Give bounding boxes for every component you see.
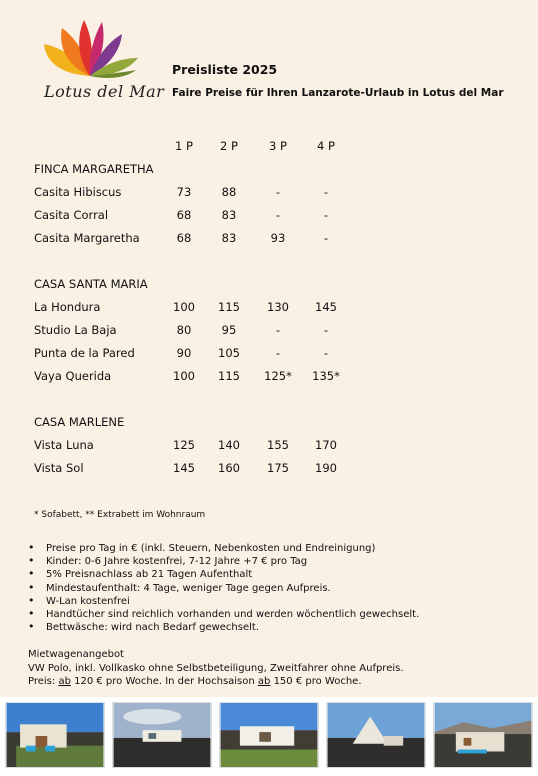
price-cell: 190 <box>315 461 337 475</box>
room-name: Studio La Baja <box>34 323 117 337</box>
price-cell: 68 <box>176 208 192 222</box>
price-cell: 100 <box>173 369 195 383</box>
house-photo <box>5 702 105 768</box>
house-photo <box>433 702 533 768</box>
room-name: Casita Corral <box>34 208 109 222</box>
house-photo <box>219 702 319 768</box>
house-photo <box>112 702 212 768</box>
column-header: 4 P <box>317 139 335 153</box>
list-item: • Kinder: 0-6 Jahre kostenfrei, 7-12 Jahre +7 € pro Tag <box>28 555 419 568</box>
price-cell: 170 <box>315 438 337 452</box>
price-cell: 100 <box>173 300 195 314</box>
photo-strip <box>0 697 538 776</box>
price-cell: - <box>275 323 281 337</box>
price-cell: - <box>323 346 329 360</box>
price-cell: 175 <box>267 461 289 475</box>
price-cell: - <box>323 208 329 222</box>
price-cell: 88 <box>221 185 237 199</box>
page-subtitle: Faire Preise für Ihren Lanzarote-Urlaub in Lotus del Mar <box>172 87 504 99</box>
price-cell: 90 <box>176 346 192 360</box>
list-item: • Bettwäsche: wird nach Bedarf gewechselt. <box>28 621 419 634</box>
footnote: * Sofabett, ** Extrabett im Wohnraum <box>34 510 206 520</box>
price-cell: 125 <box>173 438 195 452</box>
price-cell: 125* <box>264 369 292 383</box>
price-cell: 140 <box>218 438 240 452</box>
car-rental-offer <box>28 648 404 689</box>
price-cell: 160 <box>218 461 240 475</box>
list-item: • W-Lan kostenfrei <box>28 595 419 608</box>
price-cell: 130 <box>267 300 289 314</box>
rental-price: Preis: ab 120 € pro Woche. In der Hochsaison ab 150 € pro Woche. <box>28 676 362 688</box>
list-item: • Handtücher sind reichlich vorhanden und werden wöchentlich gewechselt. <box>28 608 419 621</box>
price-cell: 155 <box>267 438 289 452</box>
price-cell: - <box>275 208 281 222</box>
price-cell: 135* <box>312 369 340 383</box>
house-photo <box>326 702 426 768</box>
room-name: Punta de la Pared <box>34 346 135 360</box>
brand-name: Lotus del Mar <box>44 82 165 101</box>
list-item: • Mindestaufenthalt: 4 Tage, weniger Tage gegen Aufpreis. <box>28 582 419 595</box>
column-header: 1 P <box>175 139 193 153</box>
price-cell: - <box>275 185 281 199</box>
price-cell: - <box>323 231 329 245</box>
price-cell: 83 <box>221 208 237 222</box>
price-cell: 145 <box>173 461 195 475</box>
room-name: Vista Sol <box>34 461 84 475</box>
price-cell: - <box>323 185 329 199</box>
price-cell: 105 <box>218 346 240 360</box>
price-cell: 68 <box>176 231 192 245</box>
room-name: La Hondura <box>34 300 101 314</box>
room-name: Casita Hibiscus <box>34 185 122 199</box>
rental-heading: Mietwagenangebot <box>28 649 124 660</box>
price-cell: 83 <box>221 231 237 245</box>
list-item: • 5% Preisnachlass ab 21 Tagen Aufenthalt <box>28 568 419 581</box>
rental-description: VW Polo, inkl. Vollkasko ohne Selbstbeteiligung, Zweitfahrer ohne Aufpreis. <box>28 662 404 674</box>
price-cell: 115 <box>218 300 240 314</box>
price-cell: 115 <box>218 369 240 383</box>
column-header: 2 P <box>220 139 238 153</box>
price-cell: 95 <box>221 323 237 337</box>
notes-list <box>28 542 419 634</box>
list-item: • Preise pro Tag in € (inkl. Steuern, Nebenkosten und Endreinigung) <box>28 542 419 555</box>
price-cell: 145 <box>315 300 337 314</box>
room-name: Casita Margaretha <box>34 231 140 245</box>
price-cell: 73 <box>176 185 192 199</box>
price-cell: - <box>275 346 281 360</box>
room-name: Vaya Querida <box>34 369 112 383</box>
page-title: Preisliste 2025 <box>172 62 278 77</box>
price-cell: 93 <box>270 231 286 245</box>
price-cell: - <box>323 323 329 337</box>
column-header: 3 P <box>269 139 287 153</box>
room-name: Vista Luna <box>34 438 94 452</box>
price-cell: 80 <box>176 323 192 337</box>
